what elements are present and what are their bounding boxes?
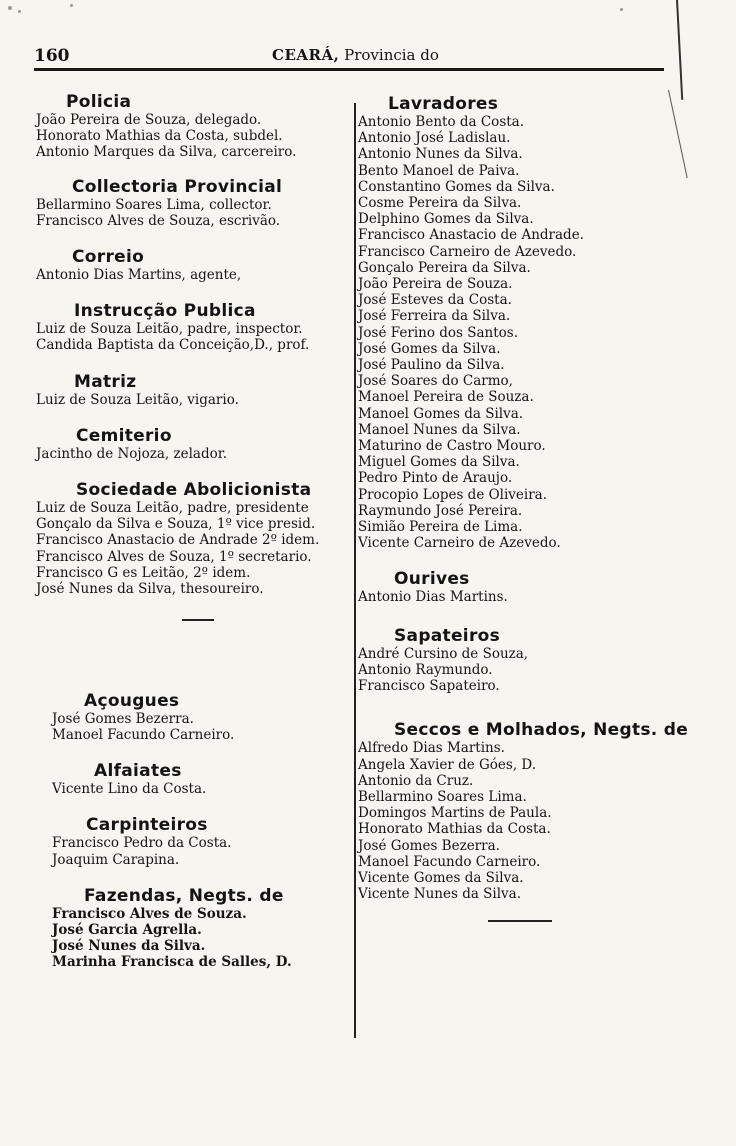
entry-line: José Ferreira da Silva. <box>358 308 511 325</box>
entry-line: Francisco Pedro da Costa. <box>52 835 232 852</box>
section-ourives <box>358 569 718 605</box>
entry-line: Vicente Carneiro de Azevedo. <box>358 535 561 552</box>
right-column <box>358 94 718 922</box>
section-heading: Carpinteiros <box>86 815 208 836</box>
section-heading: Seccos e Molhados, Negts. de <box>394 720 689 741</box>
entry-line: Francisco Alves de Souza, 1º secretario. <box>36 548 312 565</box>
entry-line: Bellarmino Soares Lima, collector. <box>36 196 272 213</box>
section-heading: Fazendas, Negts. de <box>84 885 284 906</box>
entry-line: José Nunes da Silva, thesoureiro. <box>36 581 264 598</box>
entry-line: Candida Baptista da Conceição,D., prof. <box>36 337 310 354</box>
entry-line: Antonio José Ladislau. <box>358 130 511 147</box>
entry-line: Honorato Mathias da Costa. <box>358 821 551 838</box>
section-heading: Policia <box>66 92 132 112</box>
entry-line: Constantino Gomes da Silva. <box>358 178 555 195</box>
entry-line: Manoel Facundo Carneiro. <box>52 726 235 743</box>
section-cemiterio <box>36 426 354 462</box>
section-sapateiros <box>358 626 718 695</box>
section-acougues <box>36 691 354 743</box>
entry-line: Alfredo Dias Martins. <box>358 740 505 757</box>
scan-speck <box>70 4 73 7</box>
entry-line: Antonio Marques da Silva, carcereiro. <box>36 144 297 161</box>
entry-line: Francisco Anastacio de Andrade 2º idem. <box>36 532 320 549</box>
section-separator <box>488 920 552 922</box>
section-policia <box>36 92 354 161</box>
section-heading: Sapateiros <box>394 625 501 646</box>
scan-speck <box>18 10 21 13</box>
entry-line: Francisco Alves de Souza, escrivão. <box>36 212 281 229</box>
entry-line: Marinha Francisca de Salles, D. <box>52 954 292 971</box>
entry-line: Raymundo José Pereira. <box>358 502 523 519</box>
entry-line: Francisco Sapateiro. <box>358 678 500 695</box>
section-heading: Matriz <box>74 371 137 392</box>
entry-line: Antonio Dias Martins. <box>358 589 508 606</box>
entry-line: Antonio Nunes da Silva. <box>358 146 523 163</box>
entry-line: Simião Pereira de Lima. <box>358 519 523 536</box>
entry-line: Jacintho de Nojoza, zelador. <box>36 445 227 462</box>
left-column <box>36 92 354 971</box>
entry-line: Francisco Anastacio de Andrade. <box>358 227 584 244</box>
entry-line: Procopio Lopes de Oliveira. <box>358 486 548 503</box>
section-heading: Lavradores <box>388 94 499 114</box>
running-title <box>272 46 439 64</box>
section-alfaiates <box>36 761 354 797</box>
entry-line: Delphino Gomes da Silva. <box>358 211 534 228</box>
entry-line: José Esteves da Costa. <box>358 292 512 309</box>
entry-line: José Paulino da Silva. <box>358 357 505 374</box>
entry-line: Vicente Gomes da Silva. <box>358 869 524 886</box>
section-instruccao <box>36 301 354 353</box>
entry-line: Manoel Pereira de Souza. <box>358 389 534 406</box>
entry-line: André Cursino de Souza, <box>358 645 529 662</box>
entry-line: Joaquim Carapina. <box>52 851 180 868</box>
section-sociedade <box>36 480 354 597</box>
entry-line: José Nunes da Silva. <box>52 938 206 955</box>
entry-line: Miguel Gomes da Silva. <box>358 454 520 471</box>
scan-speck <box>620 8 623 11</box>
entry-line: José Garcia Agrella. <box>52 921 202 938</box>
section-heading: Instrucção Publica <box>74 301 256 322</box>
page-number: 160 <box>34 46 70 66</box>
entry-line: José Ferino dos Santos. <box>358 324 519 341</box>
header-rule <box>34 68 664 71</box>
section-collectoria <box>36 177 354 229</box>
section-correio <box>36 247 354 283</box>
entry-line: Cosme Pereira da Silva. <box>358 195 522 212</box>
entry-line: Bellarmino Soares Lima. <box>358 788 527 805</box>
entry-line: Antonio Raymundo. <box>358 661 493 678</box>
column-divider <box>354 103 356 1038</box>
entry-line: Luiz de Souza Leitão, padre, inspector. <box>36 321 303 338</box>
entry-line: Domingos Martins de Paula. <box>358 805 552 822</box>
entry-line: José Gomes Bezerra. <box>358 837 500 854</box>
entry-line: Bento Manoel de Paiva. <box>358 162 520 179</box>
running-title-main: CEARÁ, <box>272 46 340 64</box>
entry-line: Vicente Lino da Costa. <box>52 781 207 798</box>
entry-line: João Pereira de Souza. <box>358 276 513 293</box>
section-lavradores <box>358 94 718 551</box>
section-heading: Sociedade Abolicionista <box>76 480 312 501</box>
running-title-rest: Provincia do <box>344 46 439 64</box>
entry-line: Maturino de Castro Mouro. <box>358 438 546 455</box>
entry-line: Manoel Facundo Carneiro. <box>358 853 541 870</box>
section-carpinteiros <box>36 815 354 867</box>
page-header <box>0 46 736 70</box>
entry-line: Francisco G es Leitão, 2º idem. <box>36 564 251 581</box>
section-fazendas <box>36 886 354 971</box>
entry-line: Antonio Bento da Costa. <box>358 114 525 130</box>
entry-line: José Gomes da Silva. <box>358 340 501 357</box>
entry-line: Luiz de Souza Leitão, padre, presidente <box>36 500 309 517</box>
section-heading: Cemiterio <box>76 425 172 446</box>
section-separator <box>182 619 214 621</box>
section-matriz <box>36 372 354 408</box>
entry-line: Vicente Nunes da Silva. <box>358 886 522 903</box>
entry-line: José Gomes Bezerra. <box>52 710 194 727</box>
entry-line: Francisco Alves de Souza. <box>52 905 247 922</box>
section-heading: Alfaiates <box>94 761 182 782</box>
entry-line: Luiz de Souza Leitão, vigario. <box>36 391 239 408</box>
section-heading: Collectoria Provincial <box>72 176 283 197</box>
entry-line: Francisco Carneiro de Azevedo. <box>358 243 577 260</box>
section-heading: Ourives <box>394 569 470 590</box>
entry-line: Antonio Dias Martins, agente, <box>36 267 242 284</box>
entry-line: Antonio da Cruz. <box>358 772 474 789</box>
entry-line: Pedro Pinto de Araujo. <box>358 470 513 487</box>
entry-line: Manoel Gomes da Silva. <box>358 405 524 422</box>
section-heading: Açougues <box>84 690 180 711</box>
scan-speck <box>8 6 12 10</box>
entry-line: Angela Xavier de Góes, D. <box>358 756 537 773</box>
section-seccos-molhados <box>358 720 718 902</box>
entry-line: José Soares do Carmo, <box>358 373 513 390</box>
entry-line: Gonçalo da Silva e Souza, 1º vice presid. <box>36 516 316 533</box>
section-heading: Correio <box>72 247 145 268</box>
entry-line: Honorato Mathias da Costa, subdel. <box>36 128 283 145</box>
entry-line: Manoel Nunes da Silva. <box>358 421 521 438</box>
entry-line: Gonçalo Pereira da Silva. <box>358 259 531 276</box>
entry-line: João Pereira de Souza, delegado. <box>36 112 262 128</box>
